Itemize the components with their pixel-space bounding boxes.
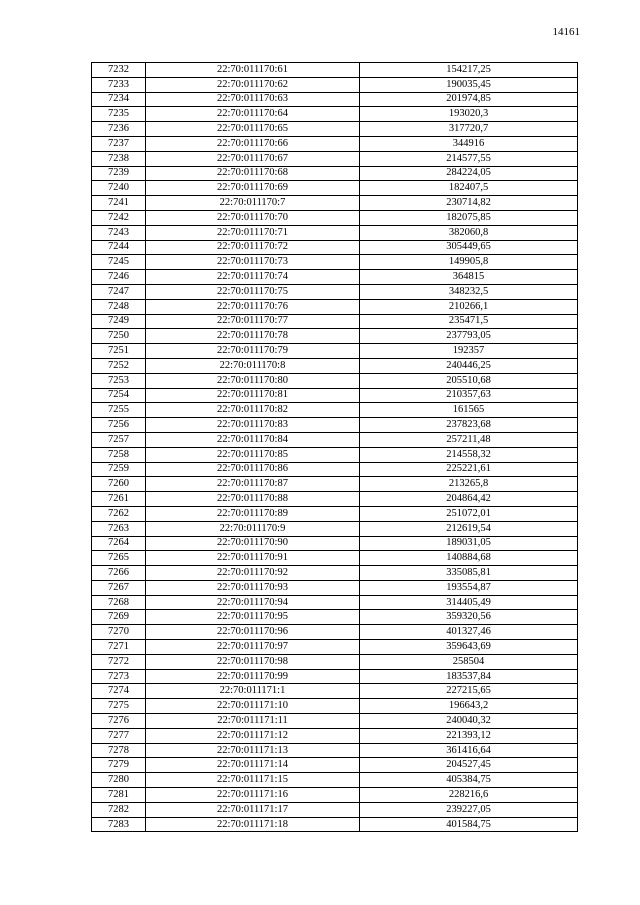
value-cell: 257211,48 [360, 432, 578, 447]
value-cell: 359320,56 [360, 610, 578, 625]
value-cell: 210266,1 [360, 299, 578, 314]
cadastral-number-cell: 22:70:011170:83 [146, 418, 360, 433]
data-table [91, 62, 578, 832]
cadastral-number-cell: 22:70:011170:84 [146, 432, 360, 447]
value-cell: 335085,81 [360, 566, 578, 581]
table-row [92, 107, 578, 122]
row-number-cell: 7283 [92, 817, 146, 832]
row-number-cell: 7273 [92, 669, 146, 684]
value-cell: 182075,85 [360, 210, 578, 225]
cadastral-number-cell: 22:70:011170:73 [146, 255, 360, 270]
cadastral-number-cell: 22:70:011171:14 [146, 758, 360, 773]
table-row [92, 403, 578, 418]
row-number-cell: 7235 [92, 107, 146, 122]
value-cell: 317720,7 [360, 122, 578, 137]
cadastral-number-cell: 22:70:011170:70 [146, 210, 360, 225]
row-number-cell: 7261 [92, 492, 146, 507]
value-cell: 182407,5 [360, 181, 578, 196]
cadastral-number-cell: 22:70:011170:85 [146, 447, 360, 462]
row-number-cell: 7266 [92, 566, 146, 581]
value-cell: 284224,05 [360, 166, 578, 181]
cadastral-number-cell: 22:70:011170:89 [146, 506, 360, 521]
table-row [92, 447, 578, 462]
row-number-cell: 7265 [92, 551, 146, 566]
row-number-cell: 7245 [92, 255, 146, 270]
table-row [92, 743, 578, 758]
value-cell: 193020,3 [360, 107, 578, 122]
table-row [92, 773, 578, 788]
cadastral-number-cell: 22:70:011170:87 [146, 477, 360, 492]
cadastral-number-cell: 22:70:011170:97 [146, 640, 360, 655]
row-number-cell: 7253 [92, 373, 146, 388]
row-number-cell: 7252 [92, 358, 146, 373]
row-number-cell: 7255 [92, 403, 146, 418]
cadastral-number-cell: 22:70:011170:95 [146, 610, 360, 625]
table-row [92, 418, 578, 433]
cadastral-number-cell: 22:70:011170:64 [146, 107, 360, 122]
value-cell: 183537,84 [360, 669, 578, 684]
table-row [92, 714, 578, 729]
cadastral-number-cell: 22:70:011171:18 [146, 817, 360, 832]
value-cell: 305449,65 [360, 240, 578, 255]
cadastral-number-cell: 22:70:011170:88 [146, 492, 360, 507]
value-cell: 212619,54 [360, 521, 578, 536]
cadastral-number-cell: 22:70:011170:80 [146, 373, 360, 388]
cadastral-number-cell: 22:70:011171:15 [146, 773, 360, 788]
table-row [92, 802, 578, 817]
table-row [92, 506, 578, 521]
row-number-cell: 7278 [92, 743, 146, 758]
value-cell: 190035,45 [360, 77, 578, 92]
value-cell: 239227,05 [360, 802, 578, 817]
table-row [92, 728, 578, 743]
table-row [92, 388, 578, 403]
row-number-cell: 7275 [92, 699, 146, 714]
cadastral-number-cell: 22:70:011170:81 [146, 388, 360, 403]
table-row [92, 373, 578, 388]
row-number-cell: 7281 [92, 788, 146, 803]
value-cell: 196643,2 [360, 699, 578, 714]
row-number-cell: 7282 [92, 802, 146, 817]
row-number-cell: 7233 [92, 77, 146, 92]
row-number-cell: 7248 [92, 299, 146, 314]
cadastral-number-cell: 22:70:011170:74 [146, 270, 360, 285]
cadastral-number-cell: 22:70:011170:61 [146, 63, 360, 78]
table-row [92, 255, 578, 270]
cadastral-number-cell: 22:70:011171:10 [146, 699, 360, 714]
row-number-cell: 7244 [92, 240, 146, 255]
table-row [92, 92, 578, 107]
row-number-cell: 7267 [92, 580, 146, 595]
row-number-cell: 7232 [92, 63, 146, 78]
cadastral-number-cell: 22:70:011170:71 [146, 225, 360, 240]
value-cell: 348232,5 [360, 284, 578, 299]
table-row [92, 225, 578, 240]
cadastral-number-cell: 22:70:011170:99 [146, 669, 360, 684]
table-body [92, 63, 578, 832]
value-cell: 205510,68 [360, 373, 578, 388]
cadastral-number-cell: 22:70:011171:11 [146, 714, 360, 729]
table-row [92, 758, 578, 773]
row-number-cell: 7268 [92, 595, 146, 610]
cadastral-number-cell: 22:70:011170:93 [146, 580, 360, 595]
table-row [92, 196, 578, 211]
value-cell: 161565 [360, 403, 578, 418]
table-row [92, 432, 578, 447]
cadastral-number-cell: 22:70:011171:17 [146, 802, 360, 817]
row-number-cell: 7260 [92, 477, 146, 492]
value-cell: 314405,49 [360, 595, 578, 610]
table-row [92, 551, 578, 566]
row-number-cell: 7236 [92, 122, 146, 137]
table-row [92, 77, 578, 92]
table-row [92, 329, 578, 344]
row-number-cell: 7269 [92, 610, 146, 625]
value-cell: 251072,01 [360, 506, 578, 521]
value-cell: 235471,5 [360, 314, 578, 329]
value-cell: 258504 [360, 654, 578, 669]
table-row [92, 580, 578, 595]
row-number-cell: 7274 [92, 684, 146, 699]
table-row [92, 492, 578, 507]
table-row [92, 122, 578, 137]
table-row [92, 654, 578, 669]
row-number-cell: 7272 [92, 654, 146, 669]
value-cell: 405384,75 [360, 773, 578, 788]
value-cell: 189031,05 [360, 536, 578, 551]
row-number-cell: 7254 [92, 388, 146, 403]
page-number: 14161 [552, 26, 580, 38]
cadastral-number-cell: 22:70:011170:9 [146, 521, 360, 536]
row-number-cell: 7242 [92, 210, 146, 225]
row-number-cell: 7239 [92, 166, 146, 181]
row-number-cell: 7234 [92, 92, 146, 107]
row-number-cell: 7241 [92, 196, 146, 211]
value-cell: 214558,32 [360, 447, 578, 462]
table-row [92, 817, 578, 832]
cadastral-number-cell: 22:70:011170:76 [146, 299, 360, 314]
row-number-cell: 7271 [92, 640, 146, 655]
row-number-cell: 7257 [92, 432, 146, 447]
cadastral-number-cell: 22:70:011170:77 [146, 314, 360, 329]
value-cell: 240040,32 [360, 714, 578, 729]
value-cell: 210357,63 [360, 388, 578, 403]
row-number-cell: 7243 [92, 225, 146, 240]
row-number-cell: 7279 [92, 758, 146, 773]
cadastral-number-cell: 22:70:011170:91 [146, 551, 360, 566]
row-number-cell: 7277 [92, 728, 146, 743]
cadastral-number-cell: 22:70:011170:63 [146, 92, 360, 107]
row-number-cell: 7251 [92, 344, 146, 359]
row-number-cell: 7270 [92, 625, 146, 640]
cadastral-number-cell: 22:70:011170:82 [146, 403, 360, 418]
cadastral-number-cell: 22:70:011170:75 [146, 284, 360, 299]
value-cell: 361416,64 [360, 743, 578, 758]
cadastral-number-cell: 22:70:011170:78 [146, 329, 360, 344]
cadastral-number-cell: 22:70:011170:62 [146, 77, 360, 92]
table-row [92, 684, 578, 699]
cadastral-number-cell: 22:70:011170:8 [146, 358, 360, 373]
table-row [92, 477, 578, 492]
row-number-cell: 7259 [92, 462, 146, 477]
cadastral-number-cell: 22:70:011171:13 [146, 743, 360, 758]
table-row [92, 595, 578, 610]
row-number-cell: 7276 [92, 714, 146, 729]
row-number-cell: 7258 [92, 447, 146, 462]
row-number-cell: 7238 [92, 151, 146, 166]
row-number-cell: 7247 [92, 284, 146, 299]
value-cell: 401327,46 [360, 625, 578, 640]
table-row [92, 566, 578, 581]
value-cell: 237823,68 [360, 418, 578, 433]
row-number-cell: 7237 [92, 136, 146, 151]
value-cell: 364815 [360, 270, 578, 285]
row-number-cell: 7250 [92, 329, 146, 344]
row-number-cell: 7264 [92, 536, 146, 551]
value-cell: 214577,55 [360, 151, 578, 166]
cadastral-number-cell: 22:70:011170:86 [146, 462, 360, 477]
cadastral-number-cell: 22:70:011170:67 [146, 151, 360, 166]
row-number-cell: 7256 [92, 418, 146, 433]
table-row [92, 699, 578, 714]
row-number-cell: 7240 [92, 181, 146, 196]
table-row [92, 314, 578, 329]
cadastral-number-cell: 22:70:011170:90 [146, 536, 360, 551]
table-row [92, 151, 578, 166]
row-number-cell: 7280 [92, 773, 146, 788]
cadastral-number-cell: 22:70:011171:12 [146, 728, 360, 743]
cadastral-number-cell: 22:70:011170:69 [146, 181, 360, 196]
table-row [92, 166, 578, 181]
table-row [92, 521, 578, 536]
value-cell: 382060,8 [360, 225, 578, 240]
cadastral-number-cell: 22:70:011170:96 [146, 625, 360, 640]
cadastral-number-cell: 22:70:011170:92 [146, 566, 360, 581]
table-row [92, 136, 578, 151]
table-row [92, 63, 578, 78]
value-cell: 213265,8 [360, 477, 578, 492]
table-row [92, 344, 578, 359]
value-cell: 192357 [360, 344, 578, 359]
value-cell: 193554,87 [360, 580, 578, 595]
cadastral-number-cell: 22:70:011170:66 [146, 136, 360, 151]
value-cell: 230714,82 [360, 196, 578, 211]
value-cell: 344916 [360, 136, 578, 151]
table-row [92, 788, 578, 803]
value-cell: 237793,05 [360, 329, 578, 344]
value-cell: 149905,8 [360, 255, 578, 270]
table-row [92, 240, 578, 255]
table-row [92, 536, 578, 551]
cadastral-number-cell: 22:70:011170:79 [146, 344, 360, 359]
table-row [92, 181, 578, 196]
value-cell: 201974,85 [360, 92, 578, 107]
cadastral-number-cell: 22:70:011170:68 [146, 166, 360, 181]
row-number-cell: 7249 [92, 314, 146, 329]
value-cell: 204864,42 [360, 492, 578, 507]
table-row [92, 625, 578, 640]
value-cell: 401584,75 [360, 817, 578, 832]
table-row [92, 640, 578, 655]
row-number-cell: 7262 [92, 506, 146, 521]
cadastral-number-cell: 22:70:011170:94 [146, 595, 360, 610]
cadastral-number-cell: 22:70:011170:98 [146, 654, 360, 669]
cadastral-number-cell: 22:70:011170:72 [146, 240, 360, 255]
table-row [92, 462, 578, 477]
value-cell: 140884,68 [360, 551, 578, 566]
value-cell: 221393,12 [360, 728, 578, 743]
table-row [92, 358, 578, 373]
value-cell: 225221,61 [360, 462, 578, 477]
table-row [92, 210, 578, 225]
table-row [92, 669, 578, 684]
value-cell: 204527,45 [360, 758, 578, 773]
table-row [92, 610, 578, 625]
cadastral-number-cell: 22:70:011170:65 [146, 122, 360, 137]
value-cell: 154217,25 [360, 63, 578, 78]
value-cell: 228216,6 [360, 788, 578, 803]
value-cell: 359643,69 [360, 640, 578, 655]
value-cell: 227215,65 [360, 684, 578, 699]
table-row [92, 299, 578, 314]
row-number-cell: 7263 [92, 521, 146, 536]
row-number-cell: 7246 [92, 270, 146, 285]
cadastral-number-cell: 22:70:011171:16 [146, 788, 360, 803]
table-row [92, 284, 578, 299]
cadastral-number-cell: 22:70:011171:1 [146, 684, 360, 699]
cadastral-number-cell: 22:70:011170:7 [146, 196, 360, 211]
value-cell: 240446,25 [360, 358, 578, 373]
table-row [92, 270, 578, 285]
